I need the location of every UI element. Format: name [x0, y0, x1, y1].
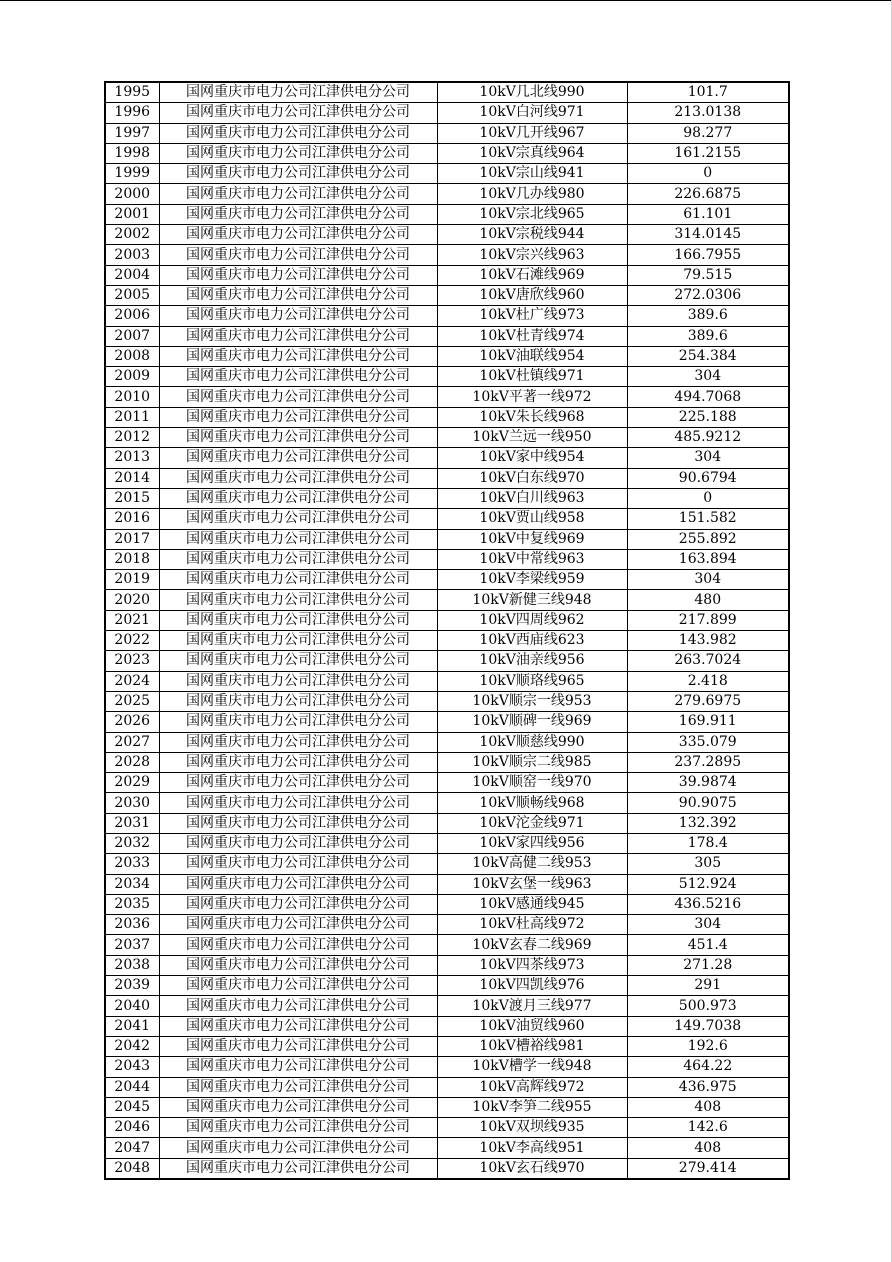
table-row — [105, 265, 789, 285]
value-cell: 39.9874 — [627, 773, 789, 793]
table-row — [105, 448, 789, 468]
line-name-cell: 10kV顺畅线968 — [437, 793, 627, 813]
value-cell: 2.418 — [627, 671, 789, 691]
row-number-cell: 2027 — [105, 732, 159, 752]
company-cell: 国网重庆市电力公司江津供电分公司 — [159, 143, 437, 163]
line-name-cell: 10kV槽学一线948 — [437, 1057, 627, 1077]
line-name-cell: 10kV白东线970 — [437, 468, 627, 488]
line-name-cell: 10kV几开线967 — [437, 123, 627, 143]
company-cell: 国网重庆市电力公司江津供电分公司 — [159, 306, 437, 326]
company-cell: 国网重庆市电力公司江津供电分公司 — [159, 590, 437, 610]
value-cell: 500.973 — [627, 996, 789, 1016]
line-name-cell: 10kV四茶线973 — [437, 955, 627, 975]
value-cell: 178.4 — [627, 833, 789, 853]
value-cell: 254.384 — [627, 346, 789, 366]
line-name-cell: 10kV顺慈线990 — [437, 732, 627, 752]
value-cell: 389.6 — [627, 326, 789, 346]
value-cell: 389.6 — [627, 306, 789, 326]
line-name-cell: 10kV顺宗一线953 — [437, 691, 627, 711]
value-cell: 335.079 — [627, 732, 789, 752]
row-number-cell: 2000 — [105, 184, 159, 204]
row-number-cell: 2015 — [105, 488, 159, 508]
line-name-cell: 10kV渡月三线977 — [437, 996, 627, 1016]
value-cell: 161.2155 — [627, 143, 789, 163]
line-name-cell: 10kV宗山线941 — [437, 164, 627, 184]
table-row — [105, 123, 789, 143]
line-name-cell: 10kV中常线963 — [437, 549, 627, 569]
company-cell: 国网重庆市电力公司江津供电分公司 — [159, 326, 437, 346]
company-cell: 国网重庆市电力公司江津供电分公司 — [159, 245, 437, 265]
company-cell: 国网重庆市电力公司江津供电分公司 — [159, 549, 437, 569]
line-name-cell: 10kV宗兴线963 — [437, 245, 627, 265]
value-cell: 192.6 — [627, 1036, 789, 1056]
line-name-cell: 10kV李高线951 — [437, 1138, 627, 1158]
row-number-cell: 2033 — [105, 854, 159, 874]
table-row — [105, 225, 789, 245]
page-top-border — [0, 0, 892, 1]
line-name-cell: 10kV李梁线959 — [437, 570, 627, 590]
value-cell: 101.7 — [627, 82, 789, 103]
data-table — [104, 81, 790, 1180]
company-cell: 国网重庆市电力公司江津供电分公司 — [159, 265, 437, 285]
row-number-cell: 1999 — [105, 164, 159, 184]
company-cell: 国网重庆市电力公司江津供电分公司 — [159, 428, 437, 448]
value-cell: 263.7024 — [627, 651, 789, 671]
company-cell: 国网重庆市电力公司江津供电分公司 — [159, 610, 437, 630]
table-row — [105, 387, 789, 407]
company-cell: 国网重庆市电力公司江津供电分公司 — [159, 488, 437, 508]
table-row — [105, 1118, 789, 1138]
value-cell: 90.9075 — [627, 793, 789, 813]
row-number-cell: 2008 — [105, 346, 159, 366]
company-cell: 国网重庆市电力公司江津供电分公司 — [159, 1158, 437, 1179]
line-name-cell: 10kV感通线945 — [437, 894, 627, 914]
value-cell: 142.6 — [627, 1118, 789, 1138]
table-row — [105, 1138, 789, 1158]
row-number-cell: 2016 — [105, 509, 159, 529]
table-row — [105, 590, 789, 610]
company-cell: 国网重庆市电力公司江津供电分公司 — [159, 915, 437, 935]
value-cell: 79.515 — [627, 265, 789, 285]
company-cell: 国网重庆市电力公司江津供电分公司 — [159, 1057, 437, 1077]
line-name-cell: 10kV新健三线948 — [437, 590, 627, 610]
table-row — [105, 631, 789, 651]
company-cell: 国网重庆市电力公司江津供电分公司 — [159, 1118, 437, 1138]
value-cell: 271.28 — [627, 955, 789, 975]
value-cell: 169.911 — [627, 712, 789, 732]
row-number-cell: 2037 — [105, 935, 159, 955]
value-cell: 255.892 — [627, 529, 789, 549]
company-cell: 国网重庆市电力公司江津供电分公司 — [159, 874, 437, 894]
row-number-cell: 2021 — [105, 610, 159, 630]
value-cell: 225.188 — [627, 407, 789, 427]
value-cell: 0 — [627, 488, 789, 508]
row-number-cell: 2010 — [105, 387, 159, 407]
value-cell: 151.582 — [627, 509, 789, 529]
row-number-cell: 2048 — [105, 1158, 159, 1179]
company-cell: 国网重庆市电力公司江津供电分公司 — [159, 752, 437, 772]
line-name-cell: 10kV玄春二线969 — [437, 935, 627, 955]
value-cell: 61.101 — [627, 204, 789, 224]
value-cell: 305 — [627, 854, 789, 874]
line-name-cell: 10kV玄堡一线963 — [437, 874, 627, 894]
company-cell: 国网重庆市电力公司江津供电分公司 — [159, 691, 437, 711]
value-cell: 464.22 — [627, 1057, 789, 1077]
row-number-cell: 2007 — [105, 326, 159, 346]
table-body — [105, 82, 789, 1179]
row-number-cell: 2030 — [105, 793, 159, 813]
table-row — [105, 976, 789, 996]
table-row — [105, 184, 789, 204]
line-name-cell: 10kV槽裕线981 — [437, 1036, 627, 1056]
value-cell: 166.7955 — [627, 245, 789, 265]
row-number-cell: 2032 — [105, 833, 159, 853]
company-cell: 国网重庆市电力公司江津供电分公司 — [159, 103, 437, 123]
company-cell: 国网重庆市电力公司江津供电分公司 — [159, 184, 437, 204]
row-number-cell: 2006 — [105, 306, 159, 326]
value-cell: 90.6794 — [627, 468, 789, 488]
company-cell: 国网重庆市电力公司江津供电分公司 — [159, 123, 437, 143]
row-number-cell: 2018 — [105, 549, 159, 569]
table-row — [105, 488, 789, 508]
row-number-cell: 2036 — [105, 915, 159, 935]
row-number-cell: 2025 — [105, 691, 159, 711]
table-row — [105, 367, 789, 387]
table-row — [105, 1057, 789, 1077]
line-name-cell: 10kV四周线962 — [437, 610, 627, 630]
row-number-cell: 2014 — [105, 468, 159, 488]
company-cell: 国网重庆市电力公司江津供电分公司 — [159, 204, 437, 224]
company-cell: 国网重庆市电力公司江津供电分公司 — [159, 671, 437, 691]
row-number-cell: 2020 — [105, 590, 159, 610]
table-row — [105, 955, 789, 975]
company-cell: 国网重庆市电力公司江津供电分公司 — [159, 529, 437, 549]
value-cell: 304 — [627, 570, 789, 590]
value-cell: 494.7068 — [627, 387, 789, 407]
value-cell: 279.6975 — [627, 691, 789, 711]
line-name-cell: 10kV杜广线973 — [437, 306, 627, 326]
line-name-cell: 10kV兰远一线950 — [437, 428, 627, 448]
value-cell: 304 — [627, 448, 789, 468]
line-name-cell: 10kV高健二线953 — [437, 854, 627, 874]
company-cell: 国网重庆市电力公司江津供电分公司 — [159, 82, 437, 103]
table-row — [105, 346, 789, 366]
value-cell: 436.975 — [627, 1077, 789, 1097]
row-number-cell: 2029 — [105, 773, 159, 793]
company-cell: 国网重庆市电力公司江津供电分公司 — [159, 225, 437, 245]
value-cell: 485.9212 — [627, 428, 789, 448]
line-name-cell: 10kV顺宗二线985 — [437, 752, 627, 772]
line-name-cell: 10kV油联线954 — [437, 346, 627, 366]
table-row — [105, 285, 789, 305]
value-cell: 291 — [627, 976, 789, 996]
company-cell: 国网重庆市电力公司江津供电分公司 — [159, 367, 437, 387]
table-row — [105, 306, 789, 326]
value-cell: 314.0145 — [627, 225, 789, 245]
line-name-cell: 10kV贾山线958 — [437, 509, 627, 529]
company-cell: 国网重庆市电力公司江津供电分公司 — [159, 712, 437, 732]
value-cell: 213.0138 — [627, 103, 789, 123]
company-cell: 国网重庆市电力公司江津供电分公司 — [159, 570, 437, 590]
row-number-cell: 2012 — [105, 428, 159, 448]
row-number-cell: 2023 — [105, 651, 159, 671]
table-row — [105, 732, 789, 752]
company-cell: 国网重庆市电力公司江津供电分公司 — [159, 468, 437, 488]
line-name-cell: 10kV油贸线960 — [437, 1016, 627, 1036]
company-cell: 国网重庆市电力公司江津供电分公司 — [159, 164, 437, 184]
company-cell: 国网重庆市电力公司江津供电分公司 — [159, 793, 437, 813]
line-name-cell: 10kV玄石线970 — [437, 1158, 627, 1179]
value-cell: 237.2895 — [627, 752, 789, 772]
line-name-cell: 10kV白川线963 — [437, 488, 627, 508]
row-number-cell: 2013 — [105, 448, 159, 468]
line-name-cell: 10kV宗北线965 — [437, 204, 627, 224]
company-cell: 国网重庆市电力公司江津供电分公司 — [159, 1036, 437, 1056]
value-cell: 143.982 — [627, 631, 789, 651]
table-row — [105, 529, 789, 549]
row-number-cell: 2047 — [105, 1138, 159, 1158]
row-number-cell: 2011 — [105, 407, 159, 427]
table-row — [105, 1097, 789, 1117]
table-row — [105, 651, 789, 671]
company-cell: 国网重庆市电力公司江津供电分公司 — [159, 833, 437, 853]
company-cell: 国网重庆市电力公司江津供电分公司 — [159, 651, 437, 671]
value-cell: 436.5216 — [627, 894, 789, 914]
row-number-cell: 2005 — [105, 285, 159, 305]
company-cell: 国网重庆市电力公司江津供电分公司 — [159, 407, 437, 427]
line-name-cell: 10kV高辉线972 — [437, 1077, 627, 1097]
value-cell: 512.924 — [627, 874, 789, 894]
line-name-cell: 10kV平著一线972 — [437, 387, 627, 407]
company-cell: 国网重庆市电力公司江津供电分公司 — [159, 935, 437, 955]
table-row — [105, 1077, 789, 1097]
table-row — [105, 935, 789, 955]
row-number-cell: 2038 — [105, 955, 159, 975]
line-name-cell: 10kV油亲线956 — [437, 651, 627, 671]
table-row — [105, 143, 789, 163]
line-name-cell: 10kV顺珞线965 — [437, 671, 627, 691]
line-name-cell: 10kV宗税线944 — [437, 225, 627, 245]
line-name-cell: 10kV杜镇线971 — [437, 367, 627, 387]
table-row — [105, 82, 789, 103]
row-number-cell: 1996 — [105, 103, 159, 123]
value-cell: 279.414 — [627, 1158, 789, 1179]
row-number-cell: 2026 — [105, 712, 159, 732]
company-cell: 国网重庆市电力公司江津供电分公司 — [159, 285, 437, 305]
value-cell: 480 — [627, 590, 789, 610]
row-number-cell: 2031 — [105, 813, 159, 833]
line-name-cell: 10kV石滩线969 — [437, 265, 627, 285]
company-cell: 国网重庆市电力公司江津供电分公司 — [159, 773, 437, 793]
table-row — [105, 549, 789, 569]
line-name-cell: 10kV家四线956 — [437, 833, 627, 853]
company-cell: 国网重庆市电力公司江津供电分公司 — [159, 509, 437, 529]
table-row — [105, 468, 789, 488]
value-cell: 132.392 — [627, 813, 789, 833]
line-name-cell: 10kV李笋二线955 — [437, 1097, 627, 1117]
table-row — [105, 1036, 789, 1056]
table-row — [105, 103, 789, 123]
row-number-cell: 2044 — [105, 1077, 159, 1097]
company-cell: 国网重庆市电力公司江津供电分公司 — [159, 387, 437, 407]
row-number-cell: 2039 — [105, 976, 159, 996]
row-number-cell: 2001 — [105, 204, 159, 224]
value-cell: 304 — [627, 367, 789, 387]
table-row — [105, 610, 789, 630]
row-number-cell: 2019 — [105, 570, 159, 590]
company-cell: 国网重庆市电力公司江津供电分公司 — [159, 996, 437, 1016]
company-cell: 国网重庆市电力公司江津供电分公司 — [159, 894, 437, 914]
line-name-cell: 10kV几办线980 — [437, 184, 627, 204]
value-cell: 217.899 — [627, 610, 789, 630]
line-name-cell: 10kV中复线969 — [437, 529, 627, 549]
row-number-cell: 2002 — [105, 225, 159, 245]
line-name-cell: 10kV四凯线976 — [437, 976, 627, 996]
row-number-cell: 2034 — [105, 874, 159, 894]
line-name-cell: 10kV唐欣线960 — [437, 285, 627, 305]
value-cell: 149.7038 — [627, 1016, 789, 1036]
table-row — [105, 671, 789, 691]
row-number-cell: 2017 — [105, 529, 159, 549]
row-number-cell: 1995 — [105, 82, 159, 103]
value-cell: 451.4 — [627, 935, 789, 955]
company-cell: 国网重庆市电力公司江津供电分公司 — [159, 1077, 437, 1097]
company-cell: 国网重庆市电力公司江津供电分公司 — [159, 976, 437, 996]
table-row — [105, 773, 789, 793]
table-row — [105, 164, 789, 184]
line-name-cell: 10kV顺碑一线969 — [437, 712, 627, 732]
company-cell: 国网重庆市电力公司江津供电分公司 — [159, 1138, 437, 1158]
company-cell: 国网重庆市电力公司江津供电分公司 — [159, 732, 437, 752]
line-name-cell: 10kV双坝线935 — [437, 1118, 627, 1138]
row-number-cell: 2003 — [105, 245, 159, 265]
table-row — [105, 204, 789, 224]
row-number-cell: 1998 — [105, 143, 159, 163]
row-number-cell: 2009 — [105, 367, 159, 387]
row-number-cell: 2024 — [105, 671, 159, 691]
value-cell: 408 — [627, 1138, 789, 1158]
table-row — [105, 1158, 789, 1179]
row-number-cell: 2040 — [105, 996, 159, 1016]
row-number-cell: 2022 — [105, 631, 159, 651]
row-number-cell: 2041 — [105, 1016, 159, 1036]
table-row — [105, 245, 789, 265]
table-row — [105, 915, 789, 935]
company-cell: 国网重庆市电力公司江津供电分公司 — [159, 1016, 437, 1036]
company-cell: 国网重庆市电力公司江津供电分公司 — [159, 346, 437, 366]
row-number-cell: 2035 — [105, 894, 159, 914]
value-cell: 163.894 — [627, 549, 789, 569]
table-row — [105, 428, 789, 448]
row-number-cell: 2045 — [105, 1097, 159, 1117]
table-row — [105, 813, 789, 833]
table-row — [105, 712, 789, 732]
line-name-cell: 10kV白河线971 — [437, 103, 627, 123]
value-cell: 226.6875 — [627, 184, 789, 204]
value-cell: 408 — [627, 1097, 789, 1117]
company-cell: 国网重庆市电力公司江津供电分公司 — [159, 631, 437, 651]
company-cell: 国网重庆市电力公司江津供电分公司 — [159, 813, 437, 833]
line-name-cell: 10kV杜青线974 — [437, 326, 627, 346]
table-row — [105, 874, 789, 894]
line-name-cell: 10kV家中线954 — [437, 448, 627, 468]
line-name-cell: 10kV西庙线623 — [437, 631, 627, 651]
table-row — [105, 326, 789, 346]
table-row — [105, 752, 789, 772]
table-row — [105, 833, 789, 853]
value-cell: 0 — [627, 164, 789, 184]
table-row — [105, 570, 789, 590]
line-name-cell: 10kV几北线990 — [437, 82, 627, 103]
table-row — [105, 894, 789, 914]
table-row — [105, 996, 789, 1016]
company-cell: 国网重庆市电力公司江津供电分公司 — [159, 1097, 437, 1117]
table-row — [105, 407, 789, 427]
value-cell: 272.0306 — [627, 285, 789, 305]
company-cell: 国网重庆市电力公司江津供电分公司 — [159, 854, 437, 874]
line-name-cell: 10kV朱长线968 — [437, 407, 627, 427]
table-row — [105, 854, 789, 874]
table-row — [105, 793, 789, 813]
table-row — [105, 509, 789, 529]
value-cell: 98.277 — [627, 123, 789, 143]
company-cell: 国网重庆市电力公司江津供电分公司 — [159, 955, 437, 975]
row-number-cell: 2043 — [105, 1057, 159, 1077]
table-row — [105, 1016, 789, 1036]
row-number-cell: 2046 — [105, 1118, 159, 1138]
row-number-cell: 2028 — [105, 752, 159, 772]
line-name-cell: 10kV杜高线972 — [437, 915, 627, 935]
company-cell: 国网重庆市电力公司江津供电分公司 — [159, 448, 437, 468]
row-number-cell: 2042 — [105, 1036, 159, 1056]
row-number-cell: 2004 — [105, 265, 159, 285]
value-cell: 304 — [627, 915, 789, 935]
line-name-cell: 10kV沱金线971 — [437, 813, 627, 833]
table-row — [105, 691, 789, 711]
line-name-cell: 10kV宗真线964 — [437, 143, 627, 163]
line-name-cell: 10kV顺窑一线970 — [437, 773, 627, 793]
row-number-cell: 1997 — [105, 123, 159, 143]
